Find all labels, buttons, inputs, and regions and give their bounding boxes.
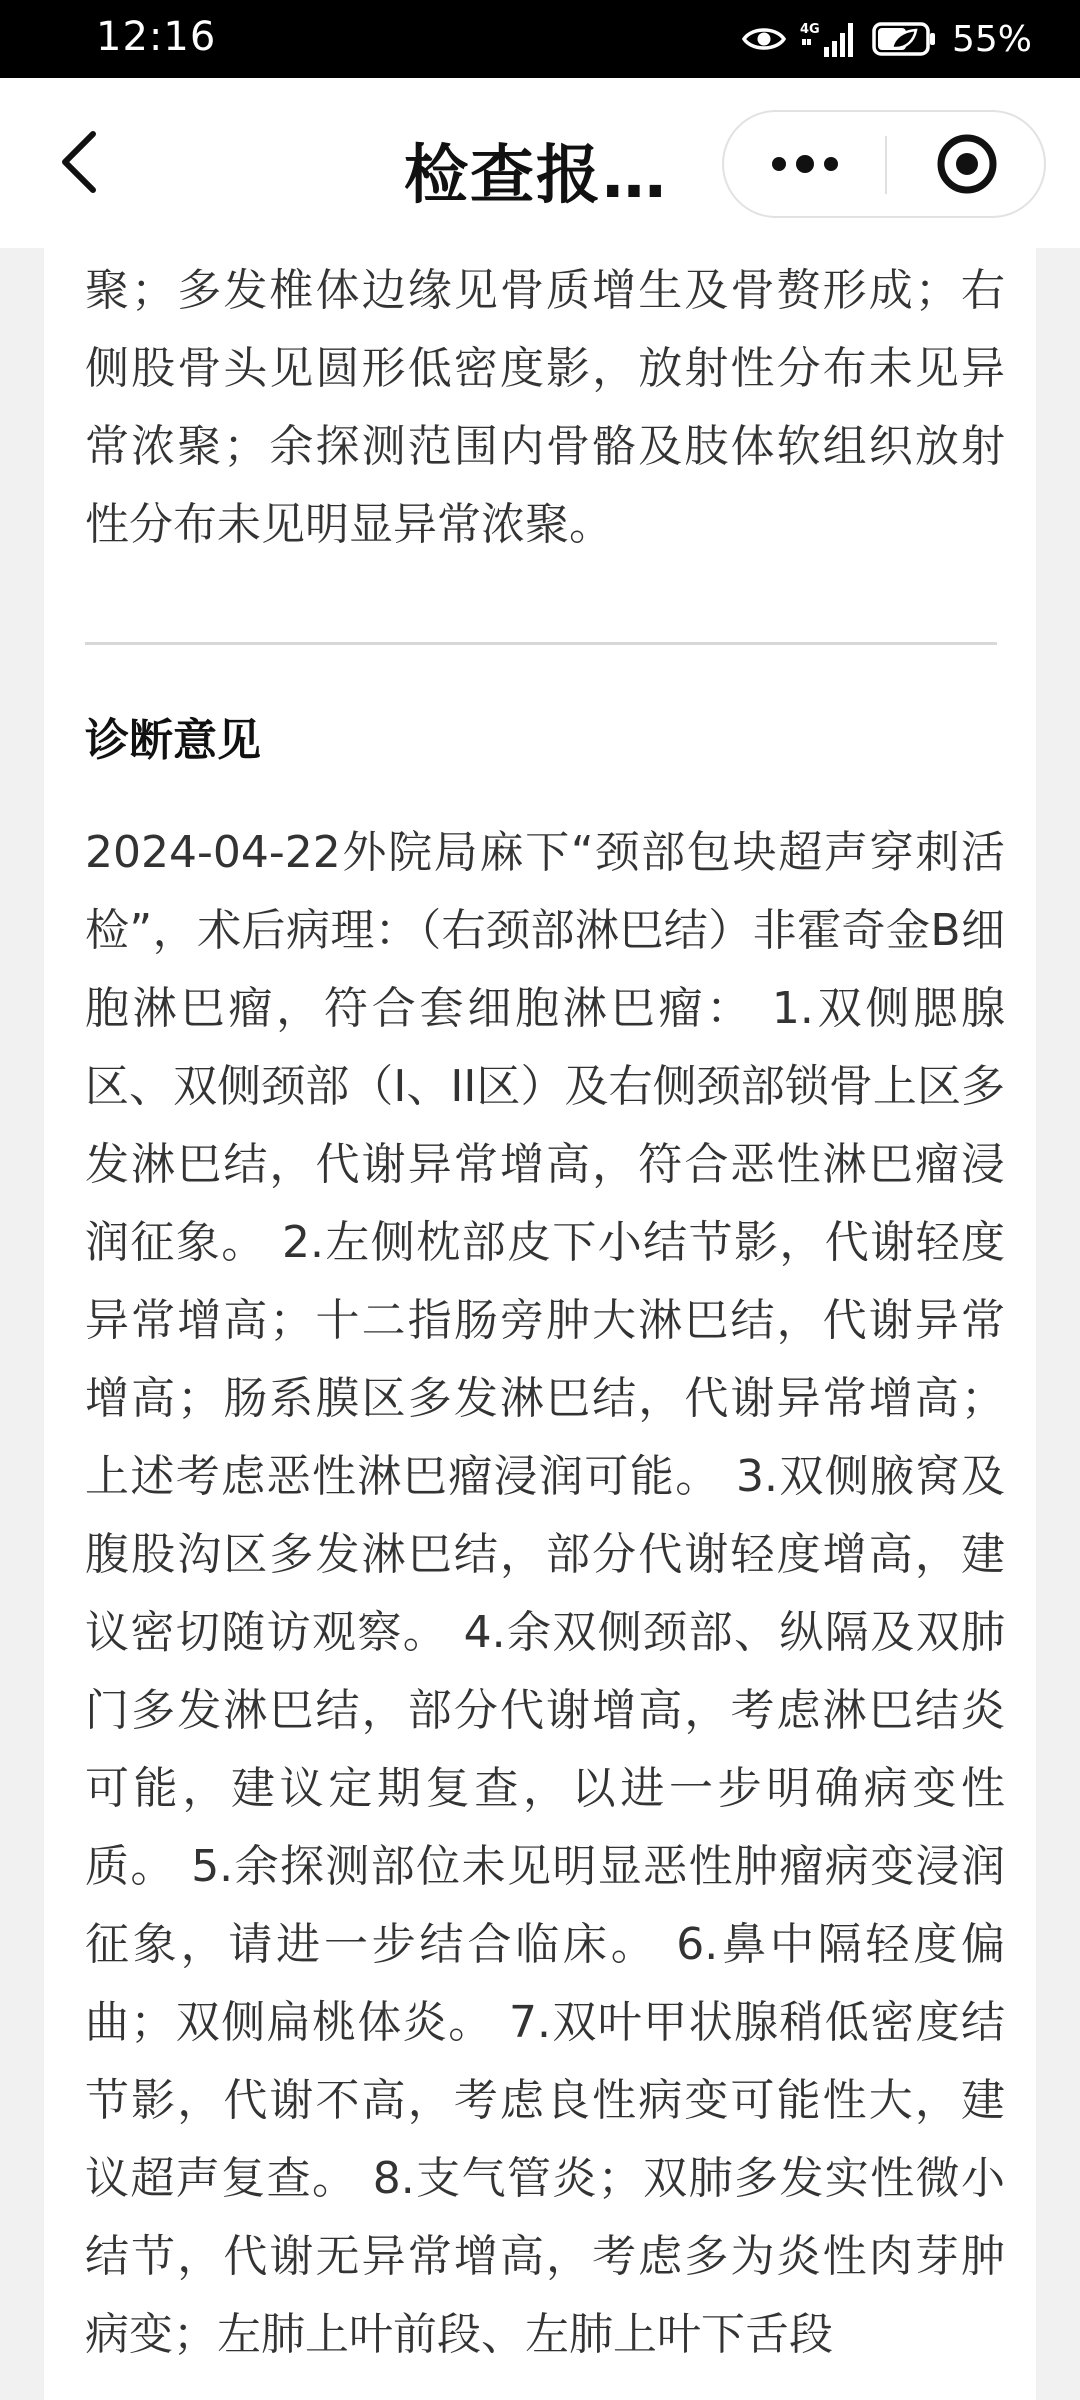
report-card — [44, 170, 1036, 2400]
more-dots-icon — [770, 154, 840, 174]
status-time: 12:16 — [96, 14, 217, 60]
back-button[interactable] — [44, 122, 114, 202]
svg-text:4G: 4G — [799, 22, 820, 37]
status-icons — [742, 12, 1032, 66]
page-title: 检查报… — [404, 139, 668, 213]
diagnosis-heading: 诊断意见 — [85, 715, 261, 766]
eye-comfort-icon — [742, 24, 786, 54]
diagnosis-text: 2024-04-22外院局麻下“颈部包块超声穿刺活检”，术后病理：（右颈部淋巴结）非霍奇金B细胞淋巴瘤，符合套细胞淋巴瘤： 1.双侧腮腺区、双侧颈部（I、II区）及右侧颈部锁骨上区多发淋巴结，代谢异常增高，符合恶性淋巴瘤浸润征象。 2.左侧枕部皮下小结节影，代谢轻度异常增高；十二指肠旁肿大淋巴结，代谢异常增高；肠系膜区多发淋巴结，代谢异常增高；上述考虑恶性淋巴瘤浸润可能。 3.双侧腋窝及腹股沟区多发淋巴结，部分代谢轻度增高，建议密切随访观察。 4.余双侧颈部、纵隔及双肺门多发淋巴结，部分代谢增高，考虑淋巴结炎可能，建议定期复查，以进一步明确病变性质。 5.余探测部位未见明显恶性肿瘤病变浸润征象，请进一步结合临床。 6.鼻中隔轻度偏曲；双侧扁桃体炎。 7.双叶甲状腺稍低密度结节影，代谢不高，考虑良性病变可能性大，建议超声复查。 8.支气管炎；双肺多发实性微小结节，代谢无异常增高，考虑多为炎性肉芽肿病变；左肺上叶前段、左肺上叶下舌段 — [85, 827, 1005, 2360]
signal-icon — [800, 19, 858, 59]
close-mini-program-button[interactable] — [892, 116, 1042, 212]
findings-text: 聚；多发椎体边缘见骨质增生及骨赘形成；右侧股骨头见圆形低密度影，放射性分布未见异常浓聚；余探测范围内骨骼及肢体软组织放射性分布未见明显异常浓聚。 — [85, 265, 1005, 550]
more-button[interactable] — [730, 116, 880, 212]
capsule-divider — [885, 136, 887, 194]
close-circle-icon — [935, 132, 999, 196]
navigation-bar — [0, 78, 1080, 248]
mini-program-capsule — [722, 110, 1046, 218]
section-divider — [85, 642, 997, 645]
battery-percent: 55% — [951, 18, 1032, 60]
chevron-left-icon — [59, 130, 99, 194]
status-bar — [0, 0, 1080, 78]
battery-saver-icon — [872, 21, 938, 57]
